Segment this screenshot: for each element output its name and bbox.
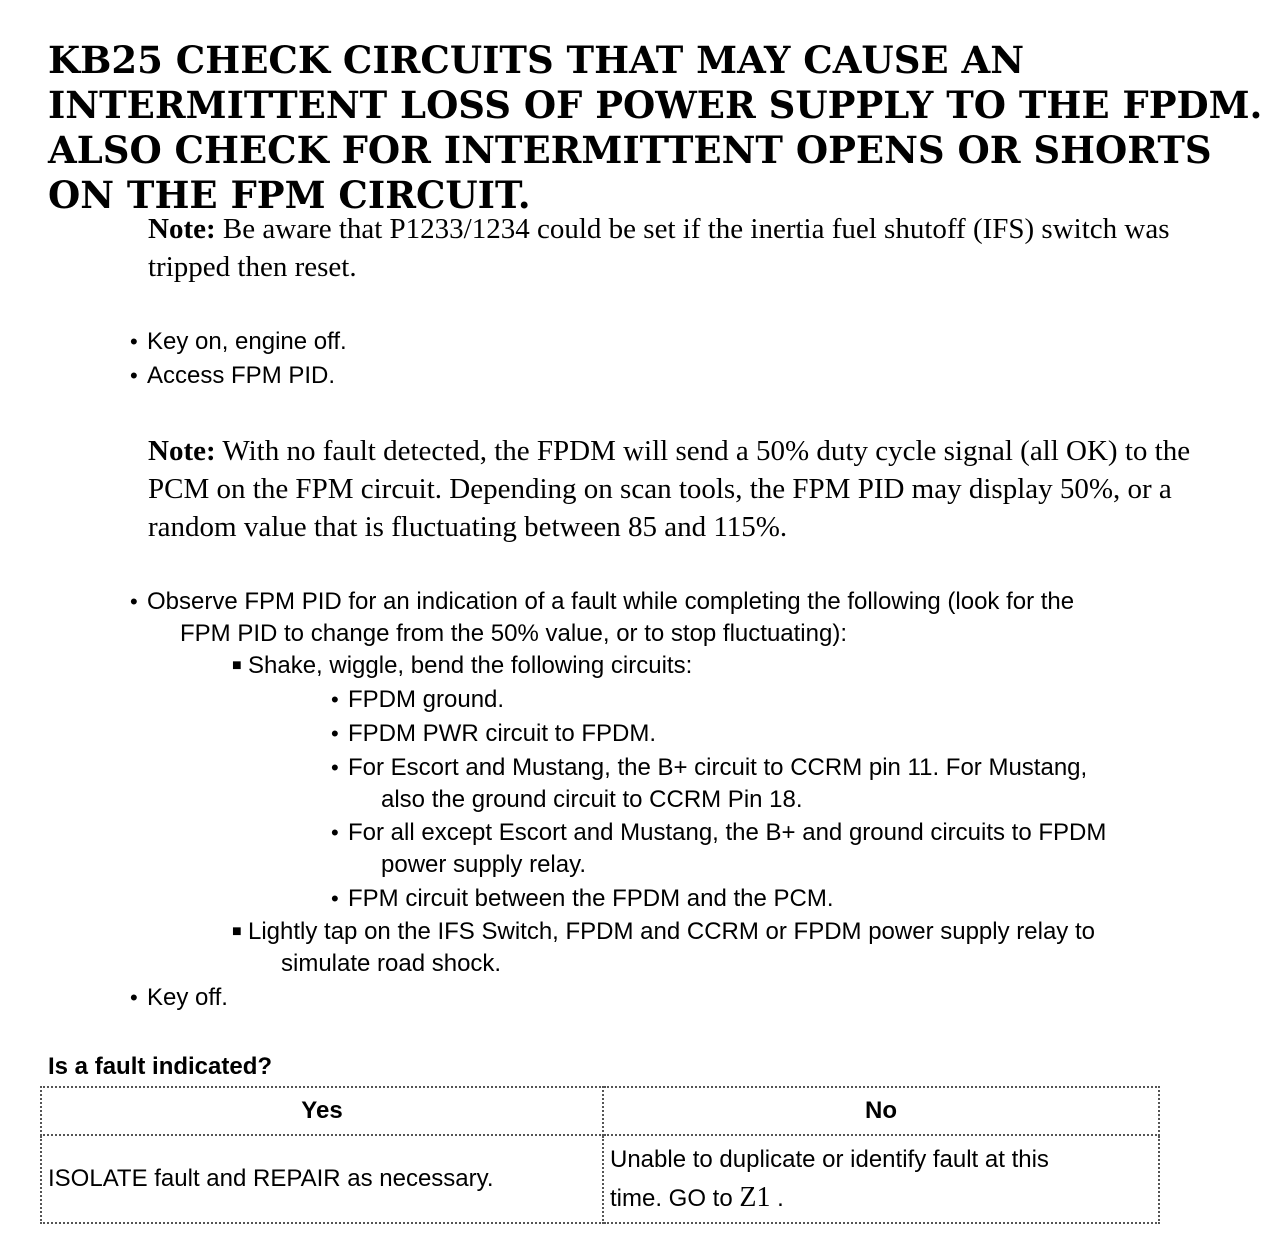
- bullet-icon: •: [331, 721, 339, 746]
- step-key-off: Key off.: [147, 984, 228, 1011]
- bullet-icon: •: [130, 363, 138, 388]
- bullet-icon: •: [130, 329, 138, 354]
- bullet-icon: •: [130, 985, 138, 1010]
- bullet-icon: •: [331, 886, 339, 911]
- square-bullet-icon: ■: [232, 657, 242, 674]
- page-title: KB25 CHECK CIRCUITS THAT MAY CAUSE AN INTERMITTENT LOSS OF POWER SUPPLY TO THE FPDM. ALSO CHECK FOR INTERMITTENT OPENS OR SHORTS ON THE FPM CIRCUIT.: [48, 38, 1263, 217]
- yes-cell: ISOLATE fault and REPAIR as necessary.: [41, 1135, 603, 1223]
- fault-question: Is a fault indicated?: [48, 1053, 273, 1080]
- result-table: [40, 1086, 1160, 1224]
- square-bullet-icon: ■: [232, 923, 242, 940]
- circuit-item: For all except Escort and Mustang, the B+ and ground circuits to FPDM: [348, 819, 1107, 846]
- circuit-item: FPDM ground.: [348, 686, 505, 713]
- circuit-item-cont: also the ground circuit to CCRM Pin 18.: [381, 786, 803, 813]
- circuit-item: For Escort and Mustang, the B+ circuit to CCRM pin 11. For Mustang,: [348, 754, 1088, 781]
- substep-tap: Lightly tap on the IFS Switch, FPDM and CCRM or FPDM power supply relay to: [248, 918, 1095, 945]
- z1-link[interactable]: Z1: [739, 1181, 771, 1213]
- note-ifs: [148, 210, 1208, 286]
- circuit-item: FPDM PWR circuit to FPDM.: [348, 720, 657, 747]
- note-label: Note:: [148, 213, 216, 245]
- bullet-icon: •: [331, 755, 339, 780]
- no-cell: [603, 1135, 1159, 1223]
- note-label: Note:: [148, 435, 216, 467]
- substep-shake: Shake, wiggle, bend the following circuits:: [248, 652, 693, 679]
- note-fpdm: [148, 432, 1248, 546]
- step-key-on: Key on, engine off.: [147, 328, 347, 355]
- circuit-item-cont: power supply relay.: [381, 851, 586, 878]
- no-text-end: .: [770, 1184, 784, 1212]
- yes-header: Yes: [41, 1087, 603, 1135]
- no-text-line1: Unable to duplicate or identify fault at this: [610, 1145, 1049, 1173]
- step-access-pid: Access FPM PID.: [147, 362, 336, 389]
- bullet-icon: •: [331, 687, 339, 712]
- no-header: No: [603, 1087, 1159, 1135]
- note-text: With no fault detected, the FPDM will send a 50% duty cycle signal (all OK) to the PCM on the FPM circuit. Depending on scan tools, the FPM PID may display 50%, or a random value that is fluctuating between 85 and 115%.: [148, 435, 1191, 543]
- substep-tap-cont: simulate road shock.: [281, 950, 502, 977]
- circuit-item: FPM circuit between the FPDM and the PCM.: [348, 885, 834, 912]
- bullet-icon: •: [130, 589, 138, 614]
- step-observe: Observe FPM PID for an indication of a fault while completing the following (look for the: [147, 588, 1075, 615]
- no-text-line2: time. GO to: [610, 1184, 733, 1212]
- step-observe-cont: FPM PID to change from the 50% value, or to stop fluctuating):: [180, 620, 847, 647]
- bullet-icon: •: [331, 820, 339, 845]
- note-text: Be aware that P1233/1234 could be set if the inertia fuel shutoff (IFS) switch was tripped then reset.: [148, 213, 1170, 283]
